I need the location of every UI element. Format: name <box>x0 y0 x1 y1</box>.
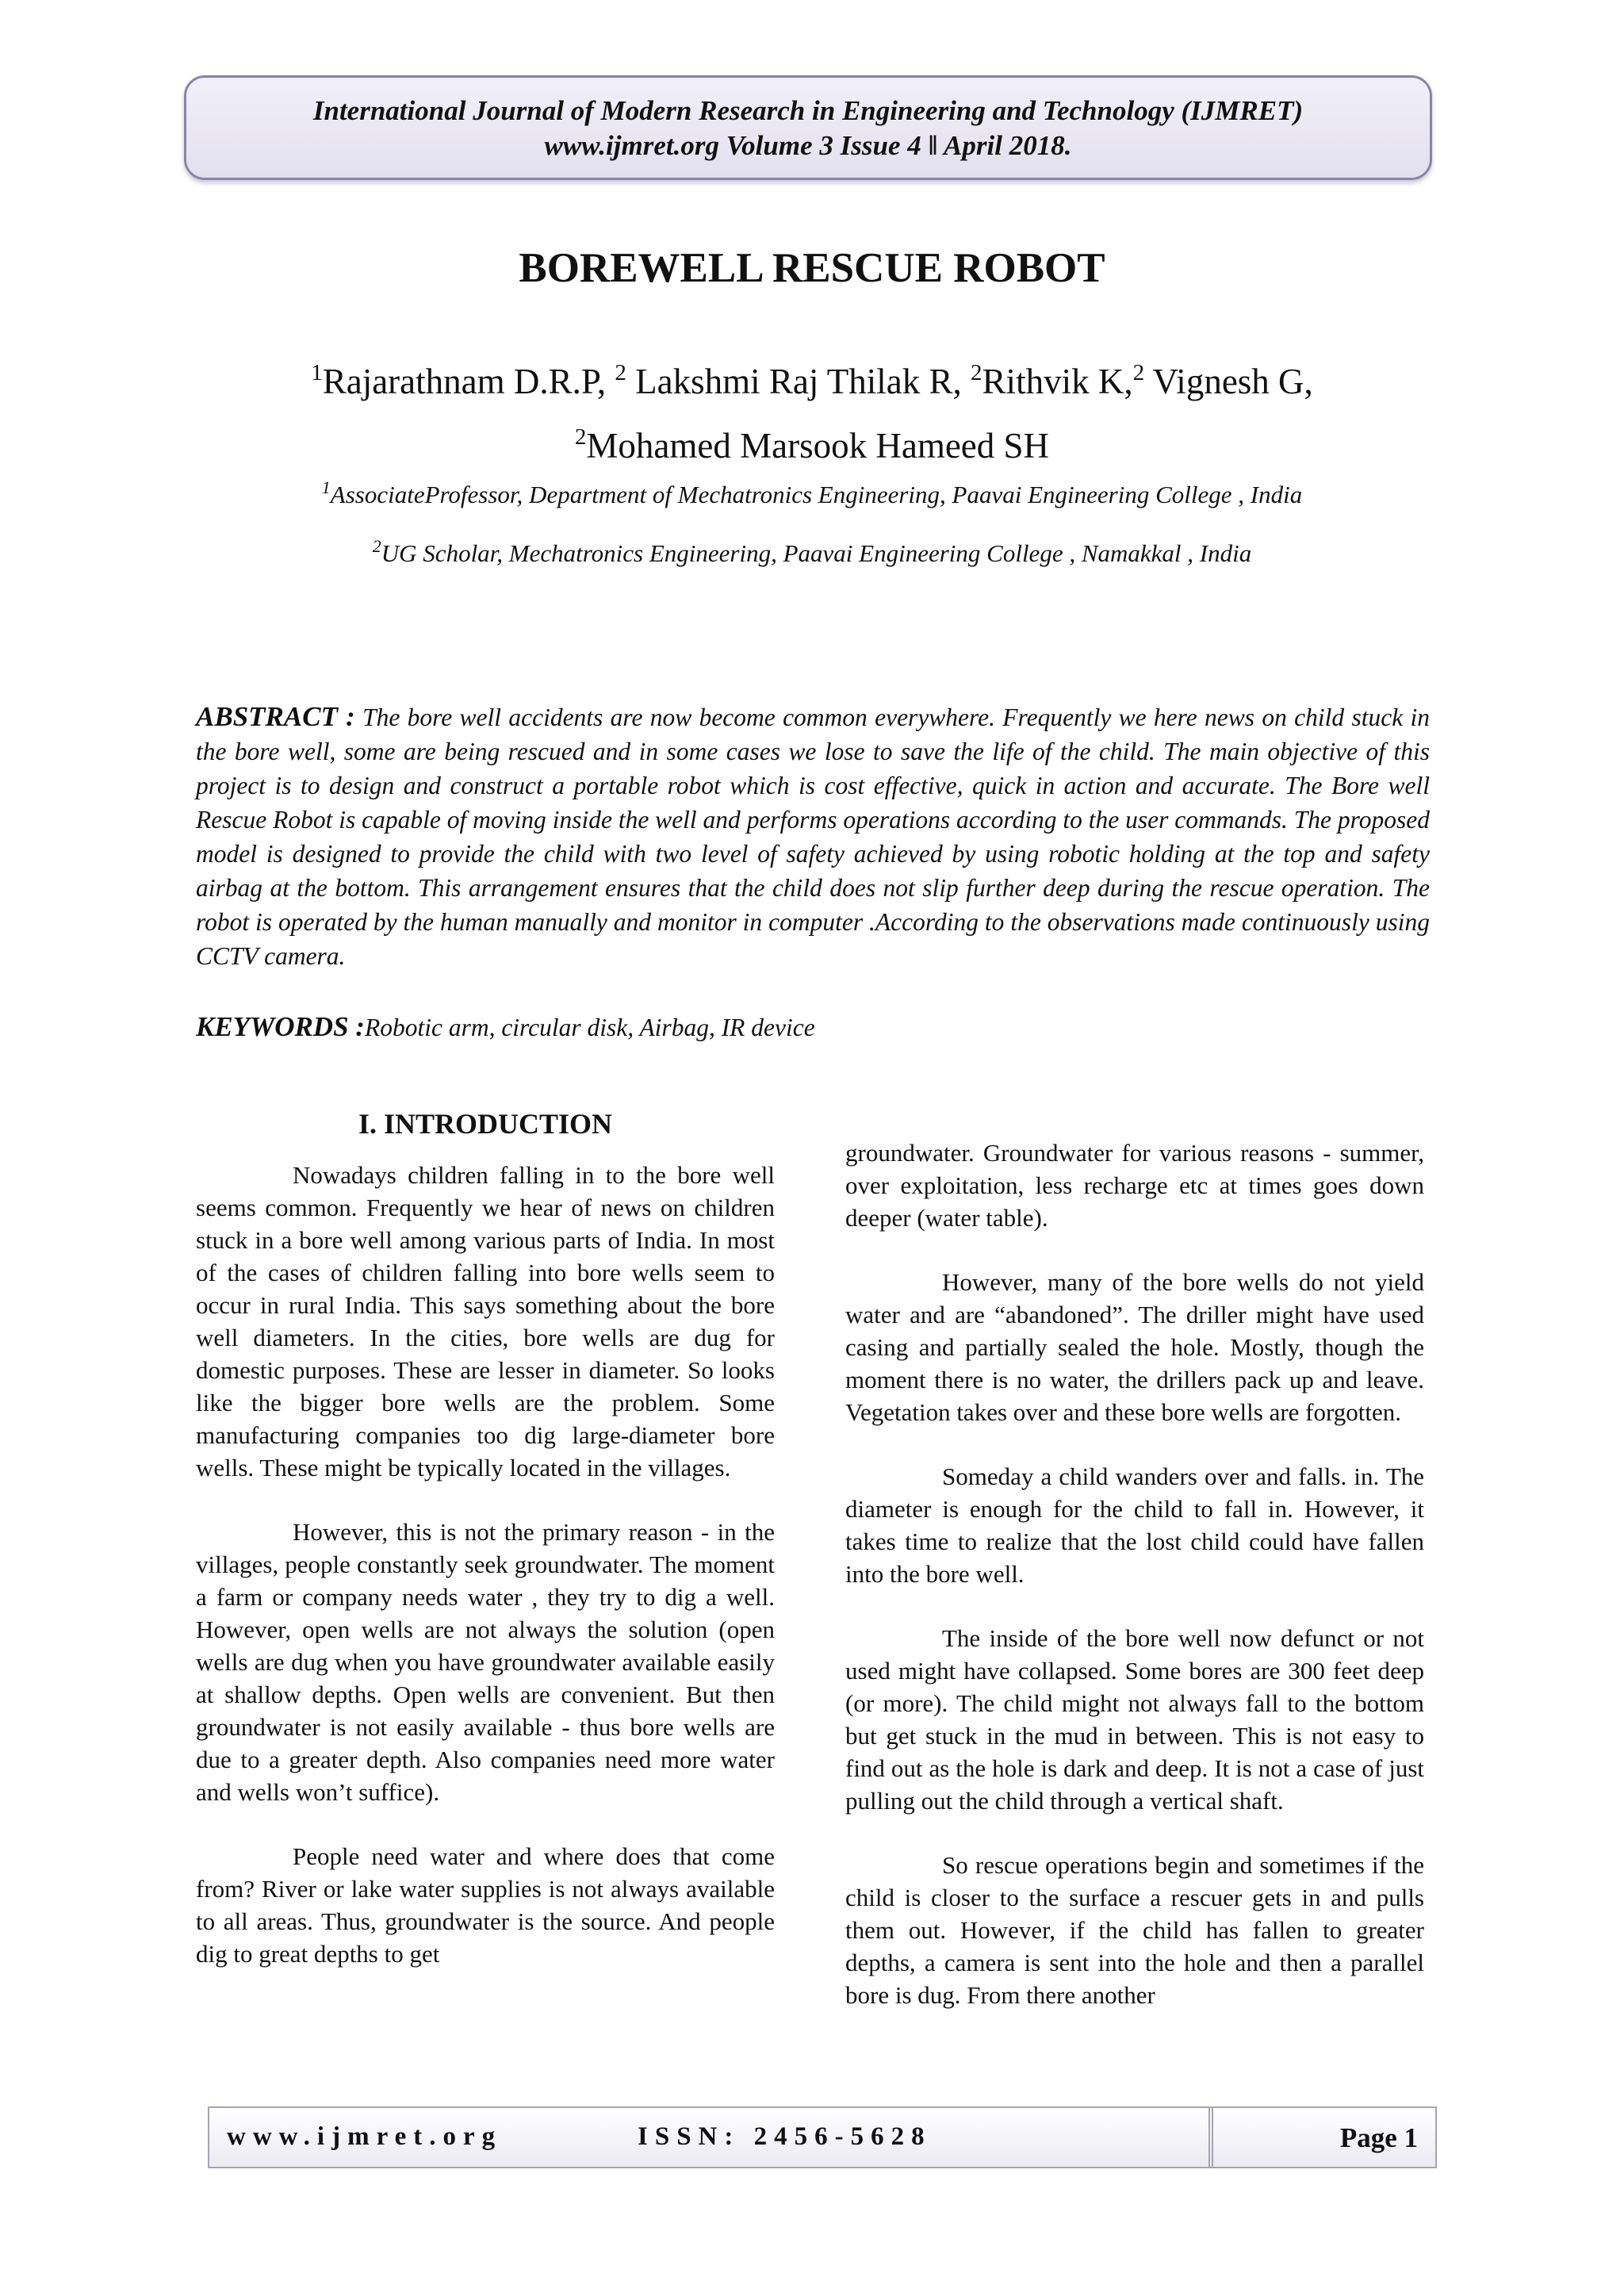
author-name: Rajarathnam D.R.P, <box>322 362 615 401</box>
author-sup: 2 <box>971 360 982 385</box>
paragraph: groundwater. Groundwater for various reasons - summer, over exploitation, less recharge etc at times goes down deeper (water table). <box>845 1139 1424 1232</box>
paper-title: BOREWELL RESCUE ROBOT <box>519 245 1105 291</box>
footer-issn: ISSN: 2456-5628 <box>638 2122 932 2151</box>
paragraph: However, many of the bore wells do not yield water and are “abandoned”. The driller might have used casing and partially sealed the hole. Mostly, though the moment there is no water, the drillers pack up and leave. Vegetation takes over and these bore wells are forgotten. <box>845 1268 1424 1426</box>
abstract-text: The bore well accidents are now become common everywhere. Frequently we here news on child stuck in the bore well, some are being rescued and in some cases we lose to save the life of the child. The main objective of this project is to design and construct a portable robot which is cost effective, quick in action and accurate. The Bore well Rescue Robot is capable of moving inside the well and performs operations according to the user commands. The proposed model is designed to provide the child with two level of safety achieved by using robotic holding at the top and safety airbag at the bottom. This arrangement ensures that the child does not slip further deep during the rescue operation. The robot is operated by the human manually and monitor in computer .According to the observations made continuously using CCTV camera. <box>196 703 1430 970</box>
author-name: Vignesh G, <box>1144 362 1313 401</box>
keywords-heading: KEYWORDS : <box>196 1011 365 1042</box>
author-name: Mohamed Marsook Hameed SH <box>586 426 1050 466</box>
affiliation-sup: 1 <box>321 477 331 497</box>
author-sup: 2 <box>615 360 626 385</box>
page-footer <box>208 2106 1437 2168</box>
abstract <box>196 700 1430 973</box>
paragraph: However, this is not the primary reason - in the villages, people constantly seek groundwater. The moment a farm or company needs water , they try to dig a well. However, open wells are not always the solution (open wells are dug when you have groundwater available easily at shallow depths. Open wells are convenient. But then groundwater is not easily available - thus bore wells are due to a greater depth. Also companies need more water and wells won’t suffice). <box>196 1518 775 1806</box>
keywords <box>196 1011 1430 1043</box>
affiliation-text: AssociateProfessor, Department of Mechatronics Engineering, Paavai Engineering College , India <box>330 481 1303 508</box>
paragraph: People need water and where does that come from? River or lake water supplies is not always available to all areas. Thus, groundwater is the source. And people dig to great depths to get <box>196 1842 775 1968</box>
footer-divider <box>1208 2108 1213 2167</box>
footer-website: www.ijmret.org <box>227 2122 503 2151</box>
author-sup: 1 <box>311 360 323 385</box>
paragraph: So rescue operations begin and sometimes if the child is closer to the surface a rescuer gets in and pulls them out. However, if the child has fallen to greater depths, a camera is sent into the hole and then a parallel bore is dug. From there another <box>845 1851 1424 2009</box>
left-column <box>196 1159 775 2002</box>
abstract-heading: ABSTRACT : <box>196 701 355 732</box>
keywords-text: Robotic arm, circular disk, Airbag, IR device <box>364 1014 815 1041</box>
affiliation-sup: 2 <box>372 536 381 556</box>
paragraph: The inside of the bore well now defunct or not used might have collapsed. Some bores are 300 feet deep (or more). The child might not always fall to the bottom but get stuck in the mud in between. This is not easy to find out as the hole is dark and deep. It is not a case of just pulling out the child through a vertical shaft. <box>845 1624 1424 1815</box>
author-name: Lakshmi Raj Thilak R, <box>626 362 971 401</box>
affiliation-text: UG Scholar, Mechatronics Engineering, Paavai Engineering College , Namakkal , India <box>381 539 1252 567</box>
author-sup: 2 <box>574 424 587 450</box>
affiliation-1 <box>0 477 1624 509</box>
section-heading: I. INTRODUCTION <box>358 1108 613 1140</box>
author-name: Rithvik K, <box>982 362 1133 401</box>
journal-issue: www.ijmret.org Volume 3 Issue 4 ǁ April 2018. <box>544 130 1072 161</box>
journal-name: International Journal of Modern Research in Engineering and Technology (IJMRET) <box>312 95 1304 126</box>
journal-header <box>184 75 1432 180</box>
page-number: Page 1 <box>1339 2122 1418 2153</box>
paragraph: Nowadays children falling in to the bore well seems common. Frequently we hear of news on children stuck in a bore well among various parts of India. In most of the cases of children falling into bore wells seem to occur in rural India. This says something about the bore well diameters. In the cities, bore wells are dug for domestic purposes. These are lesser in diameter. So looks like the bigger bore wells are the problem. Some manufacturing companies too dig large-diameter bore wells. These might be typically located in the villages. <box>196 1161 775 1481</box>
author-line-1 <box>0 361 1624 402</box>
affiliation-2 <box>0 536 1624 568</box>
author-line-2 <box>0 425 1624 466</box>
paragraph: Someday a child wanders over and falls. in. The diameter is enough for the child to fall in. However, it takes time to realize that the lost child could have fallen into the bore well. <box>845 1462 1424 1588</box>
author-sup: 2 <box>1132 360 1145 385</box>
right-column <box>845 1137 1424 2043</box>
